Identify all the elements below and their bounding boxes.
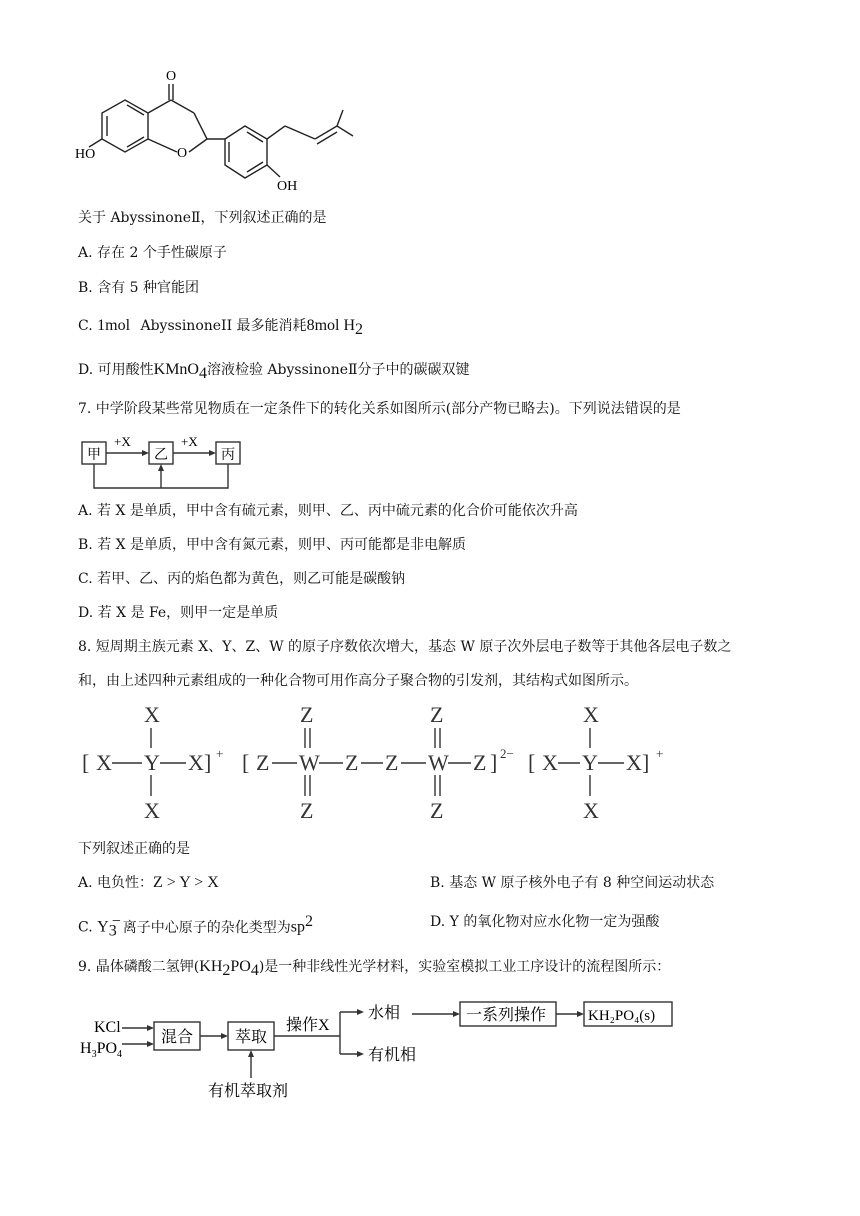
q8-x: X	[188, 750, 204, 775]
q9-stem-formula2: PO	[230, 958, 251, 975]
q8-c-sp: sp	[290, 918, 305, 936]
q8-c-mid: 离子中心原子的杂化类型为	[122, 919, 291, 936]
q7-arrow2-label: +X	[181, 434, 198, 449]
svg-text:]: ]	[642, 750, 650, 775]
q6-option-a: A. 存在 2 个手性碳原子	[78, 245, 227, 261]
q8-x: X	[144, 798, 160, 823]
q8-c-sup: −	[111, 913, 121, 930]
flow-solvent: 有机萃取剂	[208, 1083, 289, 1100]
q7-option-c: C. 若甲、乙、丙的焰色都为黄色，则乙可能是碳酸钠	[78, 571, 406, 587]
q8-x: X	[144, 702, 160, 727]
flow-h3po4: $H_3PO_4$	[80, 1040, 123, 1060]
flow-organic: 有机相	[368, 1047, 417, 1064]
q8-z: Z	[473, 750, 487, 775]
q8-stem-line1: 8. 短周期主族元素 X、Y、Z、W 的原子序数依次增大，基态 W 原子次外层电子数等于其他各层电子数之	[78, 639, 732, 655]
q8-z: Z	[256, 750, 270, 775]
q9-flowchart	[78, 992, 698, 1102]
q8-charge: 2−	[500, 746, 514, 761]
q6-d-prefix: D. 可用酸性	[78, 362, 154, 378]
q6-option-c	[78, 316, 363, 340]
q6-c-prefix: C.	[78, 318, 98, 334]
svg-text:]: ]	[204, 750, 212, 775]
q8-option-a	[78, 873, 219, 893]
q7-option-a: A. 若 X 是单质，甲中含有硫元素，则甲、乙、丙中硫元素的化合价可能依次升高	[78, 503, 578, 519]
q8-y: Y	[144, 750, 160, 775]
q6-c-mid: AbyssinoneII 最多能消耗	[140, 318, 307, 334]
q8-z: Z	[430, 702, 444, 727]
q8-z: Z	[430, 798, 444, 823]
q6-c-sub: 2	[355, 320, 364, 338]
q8-x: X	[583, 798, 599, 823]
q7-box-bing: 丙	[221, 448, 235, 463]
q8-x: X	[626, 750, 642, 775]
q9-stem-suffix: )是一种非线性光学材料，实验室模拟工业工序设计的流程图所示：	[258, 959, 671, 975]
ring-o-label: O	[177, 146, 188, 161]
q8-z: Z	[385, 750, 399, 775]
q8-w: W	[299, 750, 320, 775]
q7-option-d: D. 若 X 是 Fe，则甲一定是单质	[78, 605, 279, 621]
q8-after-stem: 下列叙述正确的是	[78, 841, 190, 857]
q7-arrow1-label: +X	[114, 434, 131, 449]
svg-text:[: [	[528, 750, 536, 775]
q8-x: X	[96, 750, 112, 775]
q8-z: Z	[300, 702, 314, 727]
q8-z: Z	[345, 750, 359, 775]
ho-left-label: HO	[75, 147, 96, 162]
q8-a-expr: Z > Y > X	[153, 874, 219, 891]
q7-diagram	[78, 430, 248, 492]
q9-stem-prefix: 9. 晶体磷酸二氢钾(	[78, 959, 200, 975]
q6-stem: 关于 AbyssinoneⅡ，下列叙述正确的是	[78, 210, 327, 226]
q8-stem-line2: 和，由上述四种元素组成的一种化合物可用作高分子聚合物的引发剂，其结构式如图所示。	[78, 673, 638, 689]
q8-y: Y	[582, 750, 598, 775]
flow-product: KH₂PO₄(s)	[588, 1008, 656, 1024]
q8-x: X	[583, 702, 599, 727]
q8-plus: +	[656, 746, 664, 761]
q8-c-prefix: C.	[78, 919, 98, 936]
flow-mix: 混合	[161, 1029, 194, 1046]
q8-c-sub: 3	[108, 922, 117, 940]
flow-aqueous: 水相	[368, 1005, 401, 1022]
q8-c-sp-sup: 2	[304, 913, 313, 930]
svg-text:[: [	[82, 750, 90, 775]
q9-stem-sub1: 2	[222, 961, 231, 979]
q7-box-yi: 乙	[154, 448, 168, 463]
flow-op-x: 操作X	[286, 1017, 330, 1034]
q8-structure	[80, 700, 680, 828]
q6-c-amount: 1mol	[97, 317, 131, 334]
carbonyl-o-label: O	[166, 69, 177, 84]
q8-option-c	[78, 912, 313, 941]
q8-x: X	[542, 750, 558, 775]
q8-plus: +	[216, 746, 224, 761]
q6-d-reagent: KMnO	[153, 361, 199, 378]
q6-c-h2: 8mol H	[306, 317, 356, 334]
flow-extract: 萃取	[235, 1029, 268, 1046]
q7-stem: 7. 中学阶段某些常见物质在一定条件下的转化关系如图所示(部分产物已略去)。下列说法错误的是	[78, 401, 681, 417]
oh-bottom-label: OH	[277, 179, 298, 194]
q9-stem	[78, 957, 670, 981]
q6-option-b: B. 含有 5 种官能团	[78, 280, 199, 296]
q7-option-b: B. 若 X 是单质，甲中含有氮元素，则甲、丙可能都是非电解质	[78, 537, 467, 553]
svg-text:[: [	[242, 750, 250, 775]
q9-stem-formula: KH	[199, 958, 223, 975]
abyssinone-structure	[75, 62, 375, 202]
flow-series-ops: 一系列操作	[466, 1007, 547, 1024]
q8-a-prefix: A. 电负性：	[78, 875, 154, 891]
q8-option-b: B. 基态 W 原子核外电子有 8 种空间运动状态	[430, 875, 715, 891]
q6-d-suffix: 溶液检验 AbyssinoneⅡ分子中的碳碳双键	[206, 362, 470, 378]
q6-option-d	[78, 360, 470, 384]
q8-c-ion: Y	[97, 918, 109, 936]
svg-text:]: ]	[490, 750, 498, 775]
q6-d-sub: 4	[198, 364, 207, 382]
q8-option-d: D. Y 的氧化物对应水化物一定为强酸	[430, 914, 660, 930]
q8-z: Z	[300, 798, 314, 823]
q8-w: W	[428, 750, 449, 775]
q9-stem-sub2: 4	[250, 961, 259, 979]
flow-kcl: KCl	[94, 1019, 121, 1036]
q7-box-jia: 甲	[87, 448, 101, 463]
